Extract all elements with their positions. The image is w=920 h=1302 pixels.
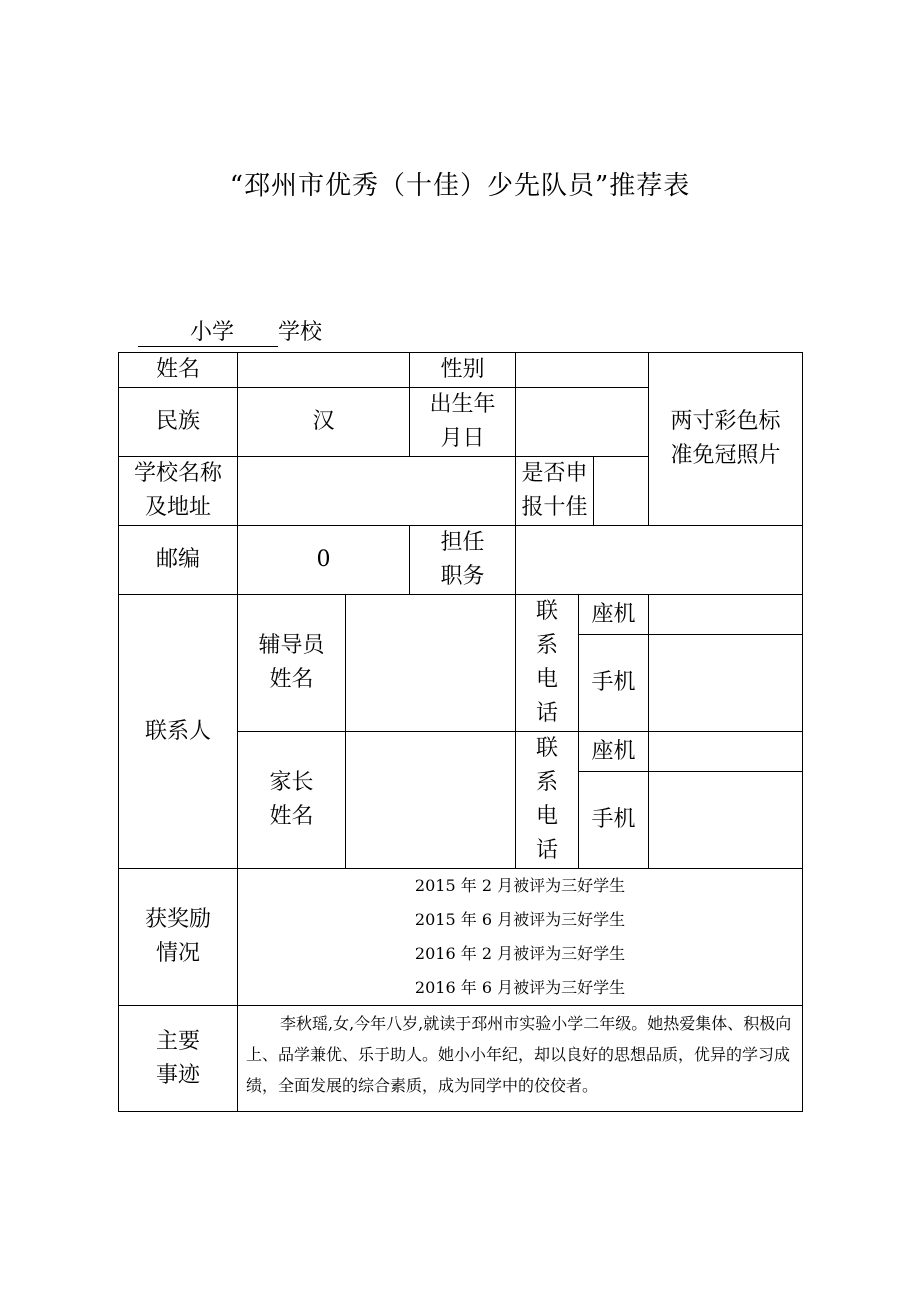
counselor-mobile-field[interactable] — [649, 635, 803, 732]
photo-box[interactable] — [649, 353, 803, 526]
recommendation-form — [118, 352, 803, 1112]
photo-label: 两寸彩色标准免冠照片 — [670, 409, 781, 468]
school-suffix: 学校 — [278, 320, 323, 345]
name-label: 姓名 — [119, 353, 238, 388]
page-title: “邳州市优秀（十佳）少先队员”推荐表 — [229, 171, 691, 201]
counselor-landline-field[interactable] — [649, 595, 803, 635]
awards-label — [119, 869, 238, 1006]
top10-field[interactable] — [594, 457, 649, 526]
counselor-field[interactable] — [346, 595, 516, 732]
name-field[interactable] — [238, 353, 410, 388]
counselor-label-text: 辅导员姓名 — [258, 633, 325, 692]
birth-label — [410, 388, 516, 457]
parent-mobile-field[interactable] — [649, 772, 803, 869]
parent-label — [238, 732, 346, 869]
ethnicity-value[interactable]: 汉 — [238, 388, 410, 457]
deeds-text: 李秋瑶,女,今年八岁,就读于邳州市实验小学二年级。她热爱集体、积极向上、品学兼优、乐于助人。她小小年纪，却以良好的思想品质，优异的学习成绩，全面发展的综合素质，成为同学中的佼佼者。 — [246, 1014, 792, 1095]
counselor-mobile-label: 手机 — [579, 635, 649, 732]
parent-landline-label: 座机 — [579, 732, 649, 772]
birth-field[interactable] — [516, 388, 649, 457]
school-field[interactable] — [238, 457, 516, 526]
birth-label-text: 出生年月日 — [429, 392, 496, 451]
school-name-blank[interactable] — [138, 315, 278, 347]
parent-mobile-label: 手机 — [579, 772, 649, 869]
award-item: 2016 年 2 月被评为三好学生 — [414, 944, 626, 963]
school-label — [119, 457, 238, 526]
contact-label: 联系人 — [119, 595, 238, 869]
school-line — [138, 315, 322, 347]
postcode-label: 邮编 — [119, 526, 238, 595]
counselor-label — [238, 595, 346, 732]
ethnicity-label: 民族 — [119, 388, 238, 457]
deeds-label — [119, 1006, 238, 1112]
deeds-label-text: 主要事迹 — [155, 1028, 200, 1088]
top10-label-text: 是否申报十佳 — [521, 461, 588, 520]
postcode-value[interactable]: 0 — [238, 526, 410, 595]
primary-label: 小学 — [190, 320, 235, 345]
position-label — [410, 526, 516, 595]
award-item: 2015 年 2 月被评为三好学生 — [414, 876, 626, 895]
position-field[interactable] — [516, 526, 803, 595]
parent-phone-label-text: 联系电话 — [535, 736, 558, 863]
awards-field[interactable] — [238, 869, 803, 1006]
counselor-landline-label: 座机 — [579, 595, 649, 635]
gender-field[interactable] — [516, 353, 649, 388]
parent-label-text: 家长姓名 — [269, 770, 314, 829]
top10-label — [516, 457, 594, 526]
award-item: 2016 年 6 月被评为三好学生 — [414, 978, 626, 997]
parent-field[interactable] — [346, 732, 516, 869]
deeds-field[interactable] — [238, 1006, 803, 1112]
award-item: 2015 年 6 月被评为三好学生 — [414, 910, 626, 929]
gender-label: 性别 — [410, 353, 516, 388]
parent-landline-field[interactable] — [649, 732, 803, 772]
school-label-text: 学校名称及地址 — [133, 461, 222, 520]
counselor-phone-label — [516, 595, 579, 732]
counselor-phone-label-text: 联系电话 — [535, 599, 558, 726]
awards-label-text: 获奖励情况 — [144, 907, 211, 966]
position-label-text: 担任职务 — [440, 530, 485, 589]
parent-phone-label — [516, 732, 579, 869]
